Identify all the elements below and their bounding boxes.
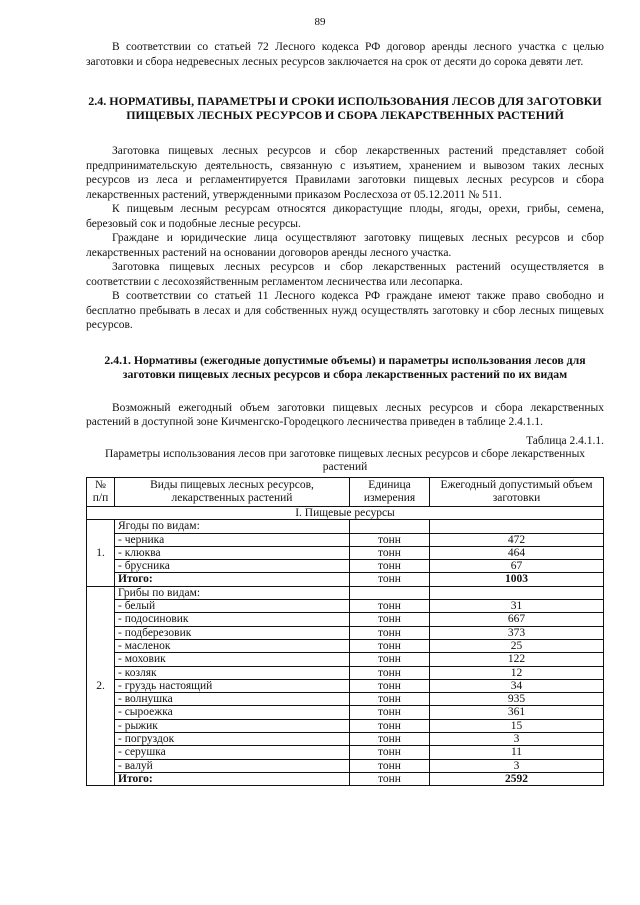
table-cell-name: - подберезовик (115, 626, 350, 639)
table-total-row (87, 573, 604, 586)
subsection-paragraph: Возможный ежегодный объем заготовки пищевых лесных ресурсов и сбора лекарственных растений в доступной зоне Кичменгско-Городецкого лесничества приведен в таблице 2.4.1.1. (86, 401, 604, 428)
table-cell-empty (350, 586, 430, 599)
table-cell-name: - козляк (115, 666, 350, 679)
table-cell-value: 667 (430, 613, 604, 626)
section-paragraph: К пищевым лесным ресурсам относятся дикорастущие плоды, ягоды, орехи, грибы, семена, березовый сок и подобные лесные ресурсы. (86, 203, 604, 230)
table-total-label: Итого: (115, 573, 350, 586)
table-total-value: 2592 (430, 772, 604, 785)
table-cell-value: 472 (430, 533, 604, 546)
header-volume: Ежегодный допустимый объем заготовки (430, 478, 604, 507)
table-cell-value: 935 (430, 693, 604, 706)
table-cell-unit: тонн (350, 546, 430, 559)
table-cell-unit: тонн (350, 600, 430, 613)
table-cell-unit: тонн (350, 759, 430, 772)
table-cell-value: 25 (430, 639, 604, 652)
table-row (87, 626, 604, 639)
table-cell-unit: тонн (350, 653, 430, 666)
table-cell-value: 361 (430, 706, 604, 719)
table-title: Параметры использования лесов при заготовке пищевых лесных ресурсов и сборе лекарственных растений (104, 448, 586, 473)
table-cell-value: 34 (430, 679, 604, 692)
table-header-row (87, 478, 604, 507)
table-row (87, 653, 604, 666)
table-cell-name: - белый (115, 600, 350, 613)
section-paragraph: Граждане и юридические лица осуществляют заготовку пищевых лесных ресурсов и сбор лекарственных растений на основании договоров аренды лесного участка. (86, 232, 604, 259)
table-row (87, 533, 604, 546)
table-group-title: Ягоды по видам: (115, 520, 350, 533)
table-body (87, 507, 604, 786)
table-group-title-row (87, 520, 604, 533)
table-row (87, 719, 604, 732)
section-paragraph: Заготовка пищевых лесных ресурсов и сбор лекарственных растений представляет собой предпринимательскую деятельность, связанную с изъятием, хранением и вывозом таких лесных ресурсов из леса и регламентируется Правилами заготовки пищевых лесных ресурсов и сбора лекарственных растений, утвержденными приказом Рослесхоза от 05.12.2011 № 511. (86, 145, 604, 201)
table-total-unit: тонн (350, 772, 430, 785)
section-heading: 2.4. НОРМАТИВЫ, ПАРАМЕТРЫ И СРОКИ ИСПОЛЬЗОВАНИЯ ЛЕСОВ ДЛЯ ЗАГОТОВКИ ПИЩЕВЫХ ЛЕСНЫХ РЕСУРСОВ И СБОРА ЛЕКАРСТВЕННЫХ РАСТЕНИЙ (88, 94, 602, 122)
table-row (87, 560, 604, 573)
subsection-heading: 2.4.1. Нормативы (ежегодные допустимые объемы) и параметры использования лесов для заготовки пищевых лесных ресурсов и сбора лекарственных растений по их видам (104, 352, 586, 381)
table-total-row (87, 772, 604, 785)
table-group-title-row (87, 586, 604, 599)
table-cell-unit: тонн (350, 746, 430, 759)
table-cell-name: - подосиновик (115, 613, 350, 626)
section-paragraph: В соответствии со статьей 11 Лесного кодекса РФ граждане имеют также право свободно и бесплатно пребывать в лесах и для собственных нужд осуществлять заготовку и сбор лесных пищевых ресурсов. (86, 290, 604, 331)
table-cell-value: 373 (430, 626, 604, 639)
intro-paragraph: В соответствии со статьей 72 Лесного кодекса РФ договор аренды лесного участка с целью заготовки и сбора недревесных лесных ресурсов заключается на срок от десяти до сорока девяти лет. (86, 41, 604, 68)
table-cell-unit: тонн (350, 666, 430, 679)
table-cell-unit: тонн (350, 613, 430, 626)
table-cell-unit: тонн (350, 719, 430, 732)
table-row (87, 679, 604, 692)
table-section-row (87, 507, 604, 520)
table-cell-value: 3 (430, 759, 604, 772)
header-type: Виды пищевых лесных ресурсов, лекарственных растений (115, 478, 350, 507)
table-cell-value: 12 (430, 666, 604, 679)
table-cell-name: - серушка (115, 746, 350, 759)
table-cell-unit: тонн (350, 533, 430, 546)
table-cell-unit: тонн (350, 706, 430, 719)
table-cell-name: - черника (115, 533, 350, 546)
table-total-label: Итого: (115, 772, 350, 785)
table-cell-value: 3 (430, 733, 604, 746)
table-cell-name: - сыроежка (115, 706, 350, 719)
table-cell-empty (350, 520, 430, 533)
section-paragraph: Заготовка пищевых лесных ресурсов и сбор лекарственных растений осуществляется в соответствии с лесохозяйственным регламентом лесничества или лесопарка. (86, 261, 604, 288)
table-cell-name: - волнушка (115, 693, 350, 706)
table-cell-value: 67 (430, 560, 604, 573)
table-row (87, 546, 604, 559)
table-total-unit: тонн (350, 573, 430, 586)
page-number: 89 (314, 16, 326, 28)
table-cell-name: - клюква (115, 546, 350, 559)
table-cell-empty (430, 586, 604, 599)
header-num: № п/п (87, 478, 115, 507)
document-body (86, 40, 604, 786)
header-unit: Единица измерения (350, 478, 430, 507)
table-number: Таблица 2.4.1.1. (526, 434, 604, 447)
table-group-number: 2. (87, 586, 115, 785)
table-cell-empty (430, 520, 604, 533)
table-cell-name: - рыжик (115, 719, 350, 732)
table-cell-unit: тонн (350, 639, 430, 652)
table-row (87, 613, 604, 626)
table-group-title: Грибы по видам: (115, 586, 350, 599)
table-row (87, 759, 604, 772)
table-cell-value: 11 (430, 746, 604, 759)
table-cell-unit: тонн (350, 693, 430, 706)
table-cell-name: - погруздок (115, 733, 350, 746)
table-row (87, 733, 604, 746)
table-cell-value: 15 (430, 719, 604, 732)
table-cell-unit: тонн (350, 733, 430, 746)
table-row (87, 639, 604, 652)
table-cell-value: 122 (430, 653, 604, 666)
table-row (87, 666, 604, 679)
section-paragraphs (86, 144, 604, 333)
table-row (87, 693, 604, 706)
resource-table (86, 477, 604, 786)
table-cell-name: - валуй (115, 759, 350, 772)
table-cell-name: - груздь настоящий (115, 679, 350, 692)
table-cell-unit: тонн (350, 626, 430, 639)
table-cell-name: - моховик (115, 653, 350, 666)
table-cell-value: 31 (430, 600, 604, 613)
table-total-value: 1003 (430, 573, 604, 586)
table-row (87, 600, 604, 613)
table-row (87, 706, 604, 719)
table-cell-unit: тонн (350, 560, 430, 573)
table-cell-name: - масленок (115, 639, 350, 652)
table-section-title: I. Пищевые ресурсы (87, 507, 604, 520)
table-cell-unit: тонн (350, 679, 430, 692)
table-row (87, 746, 604, 759)
table-cell-name: - брусника (115, 560, 350, 573)
table-group-number: 1. (87, 520, 115, 586)
table-cell-value: 464 (430, 546, 604, 559)
